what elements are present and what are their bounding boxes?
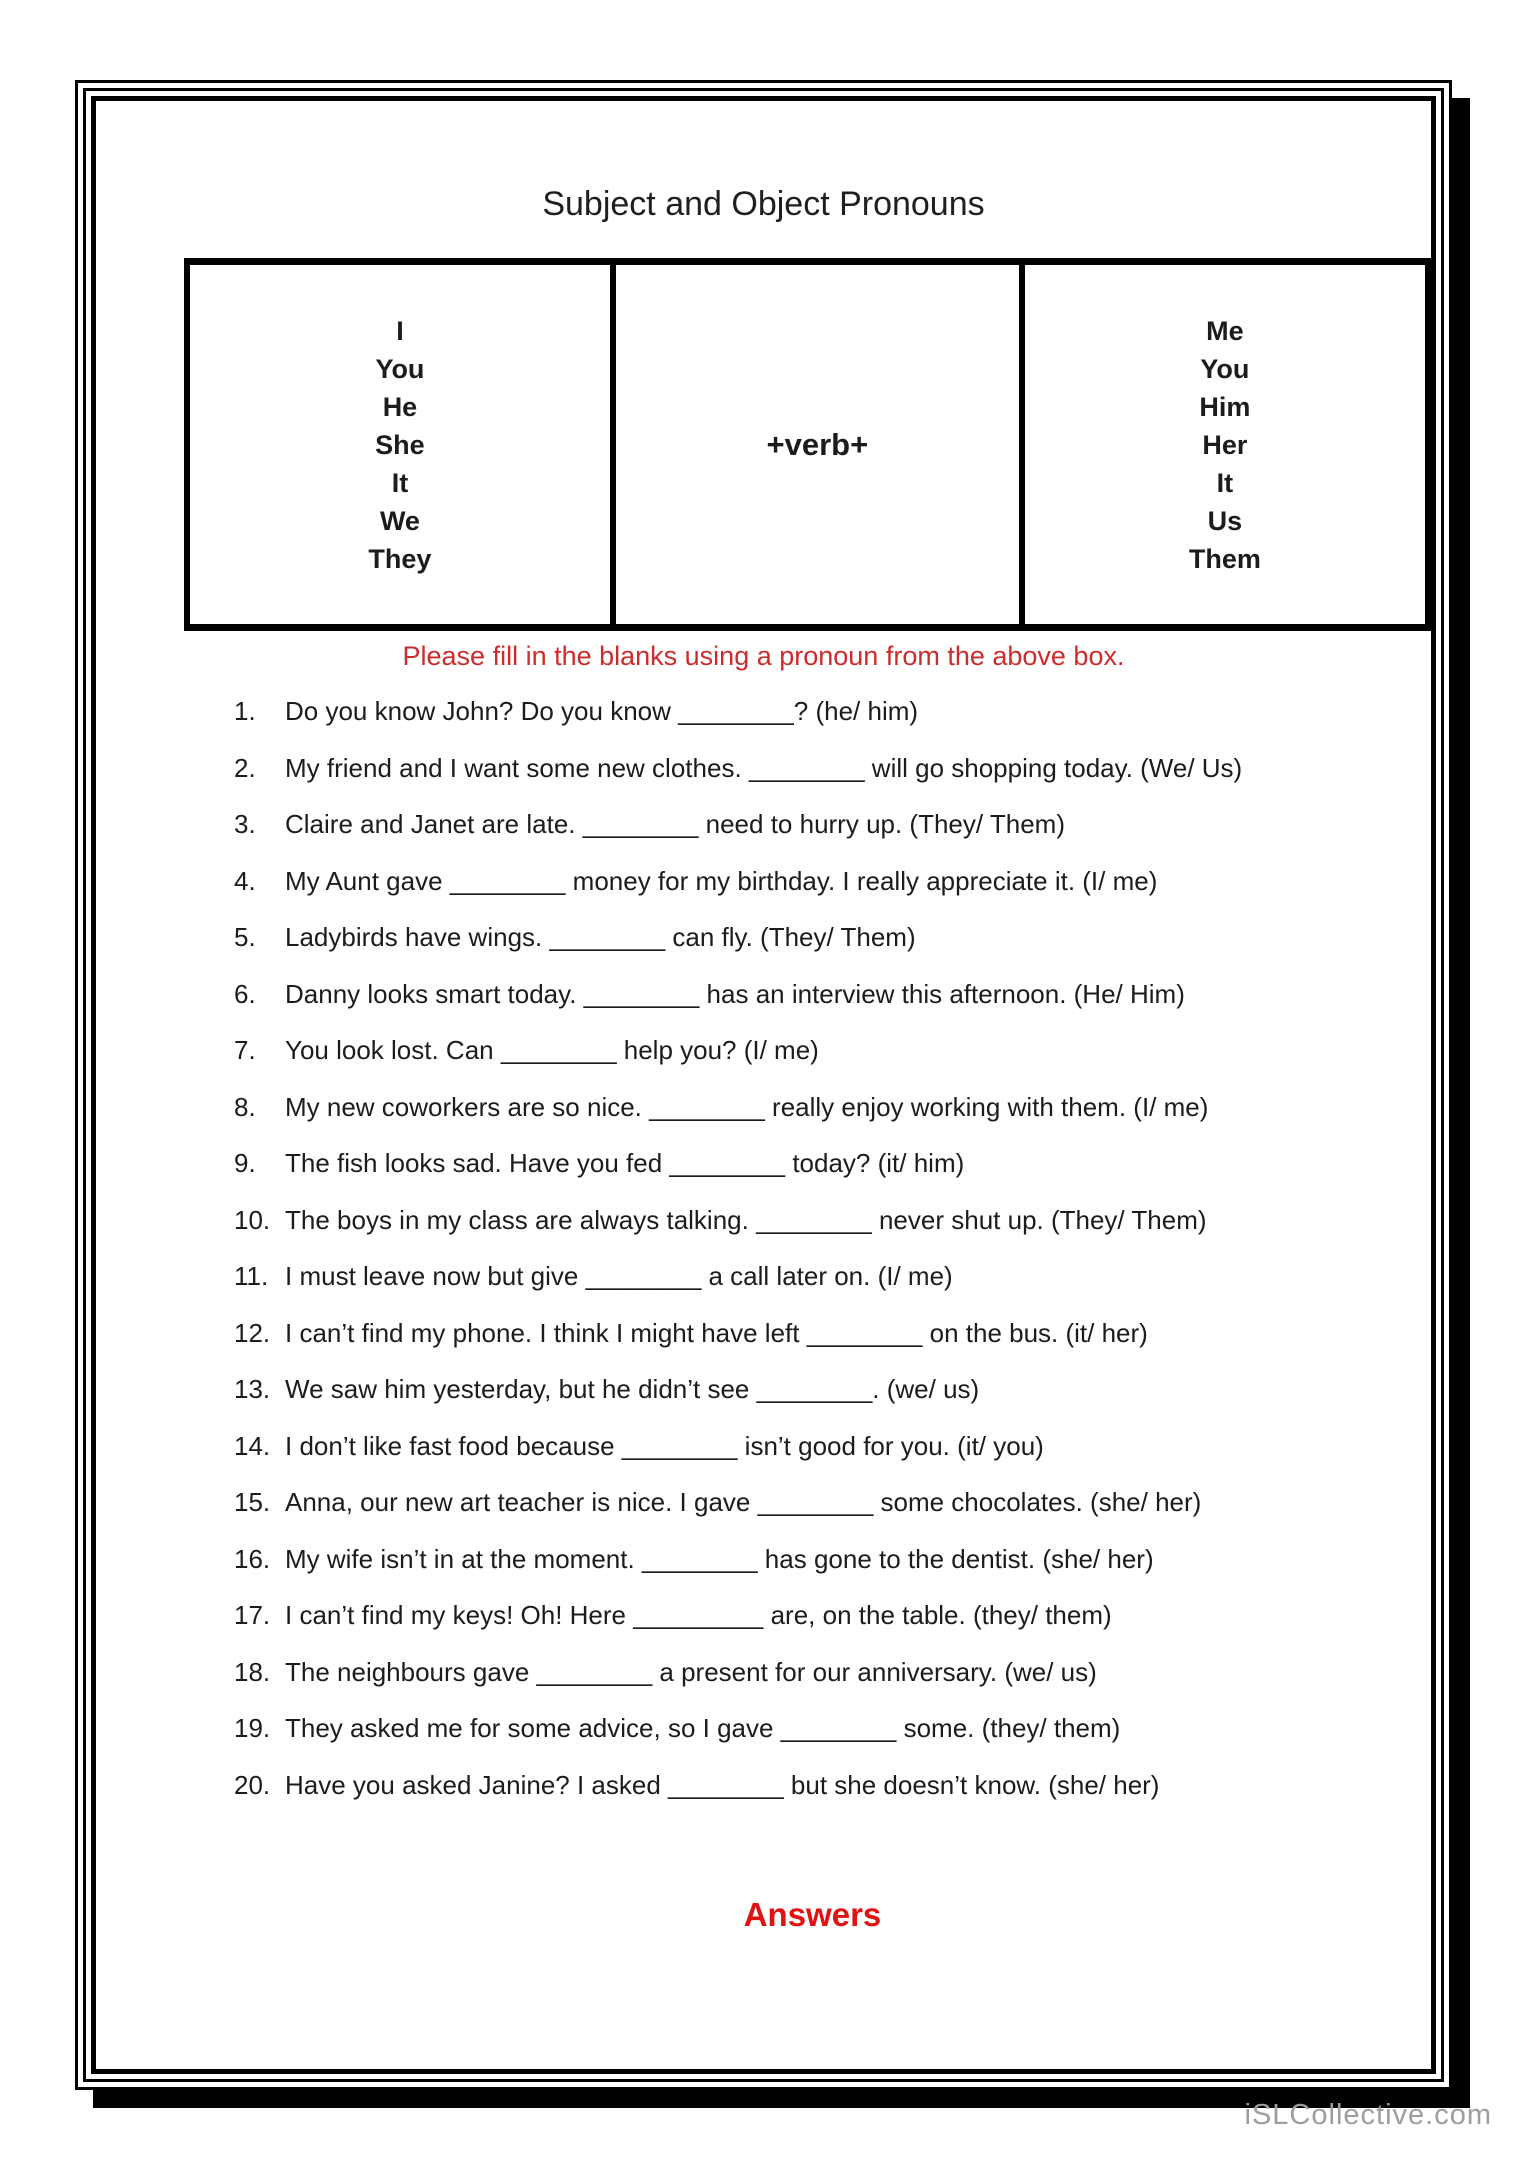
question-row (96, 1372, 1431, 1429)
question-text: Danny looks smart today. ________ has an interview this afternoon. (He/ Him) (285, 978, 1185, 1009)
question-number: 9. (234, 1148, 256, 1178)
question-number: 12. (234, 1317, 271, 1348)
question-row (96, 1429, 1431, 1486)
question-text: My Aunt gave ________ money for my birthday. I really appreciate it. (I/ me) (285, 865, 1158, 896)
worksheet-page (75, 80, 1452, 2090)
verb-label: +verb+ (766, 426, 869, 462)
question-number: 1. (234, 696, 256, 726)
question-row (96, 751, 1431, 808)
question-number: 14. (234, 1430, 271, 1461)
question-text: I must leave now but give ________ a call later on. (I/ me) (285, 1261, 953, 1291)
object-pronouns-column (1025, 265, 1425, 624)
question-number: 4. (234, 865, 256, 896)
question-number: 6. (234, 978, 256, 1009)
subject-pronoun: We (379, 505, 420, 536)
question-number: 8. (234, 1091, 256, 1122)
question-row (96, 1542, 1431, 1599)
question-list (96, 694, 1431, 1824)
question-number: 18. (234, 1656, 271, 1687)
object-pronoun: Him (1199, 391, 1251, 422)
page-border-inner (91, 96, 1436, 2074)
question-number: 10. (234, 1204, 271, 1235)
question-number: 13. (234, 1374, 271, 1404)
question-row (96, 920, 1431, 977)
answers-heading: Answers (743, 1896, 882, 1933)
question-row (96, 864, 1431, 921)
subject-pronoun: It (391, 467, 409, 498)
question-row (96, 1316, 1431, 1373)
question-text: We saw him yesterday, but he didn’t see ________. (we/ us) (285, 1374, 980, 1404)
question-text: My wife isn’t in at the moment. ________ has gone to the dentist. (she/ her) (285, 1543, 1154, 1574)
question-row (96, 1485, 1431, 1542)
question-text: The neighbours gave ________ a present for our anniversary. (we/ us) (285, 1656, 1097, 1687)
question-row (96, 1033, 1431, 1090)
question-number: 19. (234, 1713, 271, 1743)
question-text: Anna, our new art teacher is nice. I gave ________ some chocolates. (she/ her) (285, 1487, 1202, 1517)
subject-pronouns-column (190, 265, 610, 624)
question-text: Ladybirds have wings. ________ can fly. (They/ Them) (285, 922, 916, 952)
subject-pronoun: I (396, 315, 404, 346)
question-row (96, 1203, 1431, 1260)
question-row (96, 807, 1431, 864)
question-text: My friend and I want some new clothes. ________ will go shopping today. (We/ Us) (285, 752, 1243, 783)
question-row (96, 977, 1431, 1034)
pronoun-table (184, 258, 1431, 631)
question-row (96, 1259, 1431, 1316)
question-text: I don’t like fast food because ________ isn’t good for you. (it/ you) (285, 1430, 1044, 1461)
question-text: I can’t find my keys! Oh! Here _________ are, on the table. (they/ them) (285, 1600, 1112, 1630)
question-number: 15. (234, 1487, 271, 1517)
question-number: 2. (234, 752, 256, 783)
question-text: My new coworkers are so nice. ________ really enjoy working with them. (I/ me) (285, 1091, 1209, 1122)
question-text: Have you asked Janine? I asked ________ but she doesn’t know. (she/ her) (285, 1769, 1160, 1800)
question-number: 7. (234, 1035, 256, 1065)
question-text: You look lost. Can ________ help you? (I/ me) (285, 1035, 819, 1065)
question-text: I can’t find my phone. I think I might have left ________ on the bus. (it/ her) (285, 1317, 1148, 1348)
object-pronoun: Them (1188, 543, 1261, 574)
page-content (96, 101, 1431, 2069)
question-number: 5. (234, 922, 256, 952)
verb-cell (610, 265, 1025, 624)
question-number: 11. (234, 1261, 269, 1291)
page-title: Subject and Object Pronouns (542, 185, 985, 223)
subject-pronoun: She (375, 429, 425, 460)
question-row (96, 1768, 1431, 1825)
question-number: 3. (234, 809, 256, 839)
object-pronoun: It (1216, 467, 1234, 498)
question-text: The fish looks sad. Have you fed ________ today? (it/ him) (285, 1148, 965, 1178)
watermark: iSLCollective.com (1244, 2099, 1492, 2131)
question-text: They asked me for some advice, so I gave ________ some. (they/ them) (285, 1713, 1121, 1743)
question-text: The boys in my class are always talking. ________ never shut up. (They/ Them) (285, 1204, 1207, 1235)
object-pronoun: Us (1207, 505, 1243, 536)
question-number: 16. (234, 1543, 271, 1574)
subject-pronoun: They (368, 543, 432, 574)
page-border-middle (83, 88, 1444, 2082)
subject-pronoun: You (375, 353, 425, 384)
object-pronoun: Me (1206, 315, 1244, 346)
question-text: Claire and Janet are late. ________ need to hurry up. (They/ Them) (285, 809, 1065, 839)
question-number: 20. (234, 1769, 271, 1800)
question-row (96, 1598, 1431, 1655)
subject-pronoun: He (382, 391, 418, 422)
question-row (96, 1655, 1431, 1712)
instruction-text: Please fill in the blanks using a pronoun from the above box. (402, 641, 1125, 671)
question-row (96, 694, 1431, 751)
object-pronoun: You (1200, 353, 1250, 384)
question-row (96, 1711, 1431, 1768)
object-pronoun: Her (1202, 429, 1248, 460)
question-text: Do you know John? Do you know ________? (he/ him) (285, 696, 919, 726)
question-row (96, 1090, 1431, 1147)
question-number: 17. (234, 1600, 271, 1630)
question-row (96, 1146, 1431, 1203)
